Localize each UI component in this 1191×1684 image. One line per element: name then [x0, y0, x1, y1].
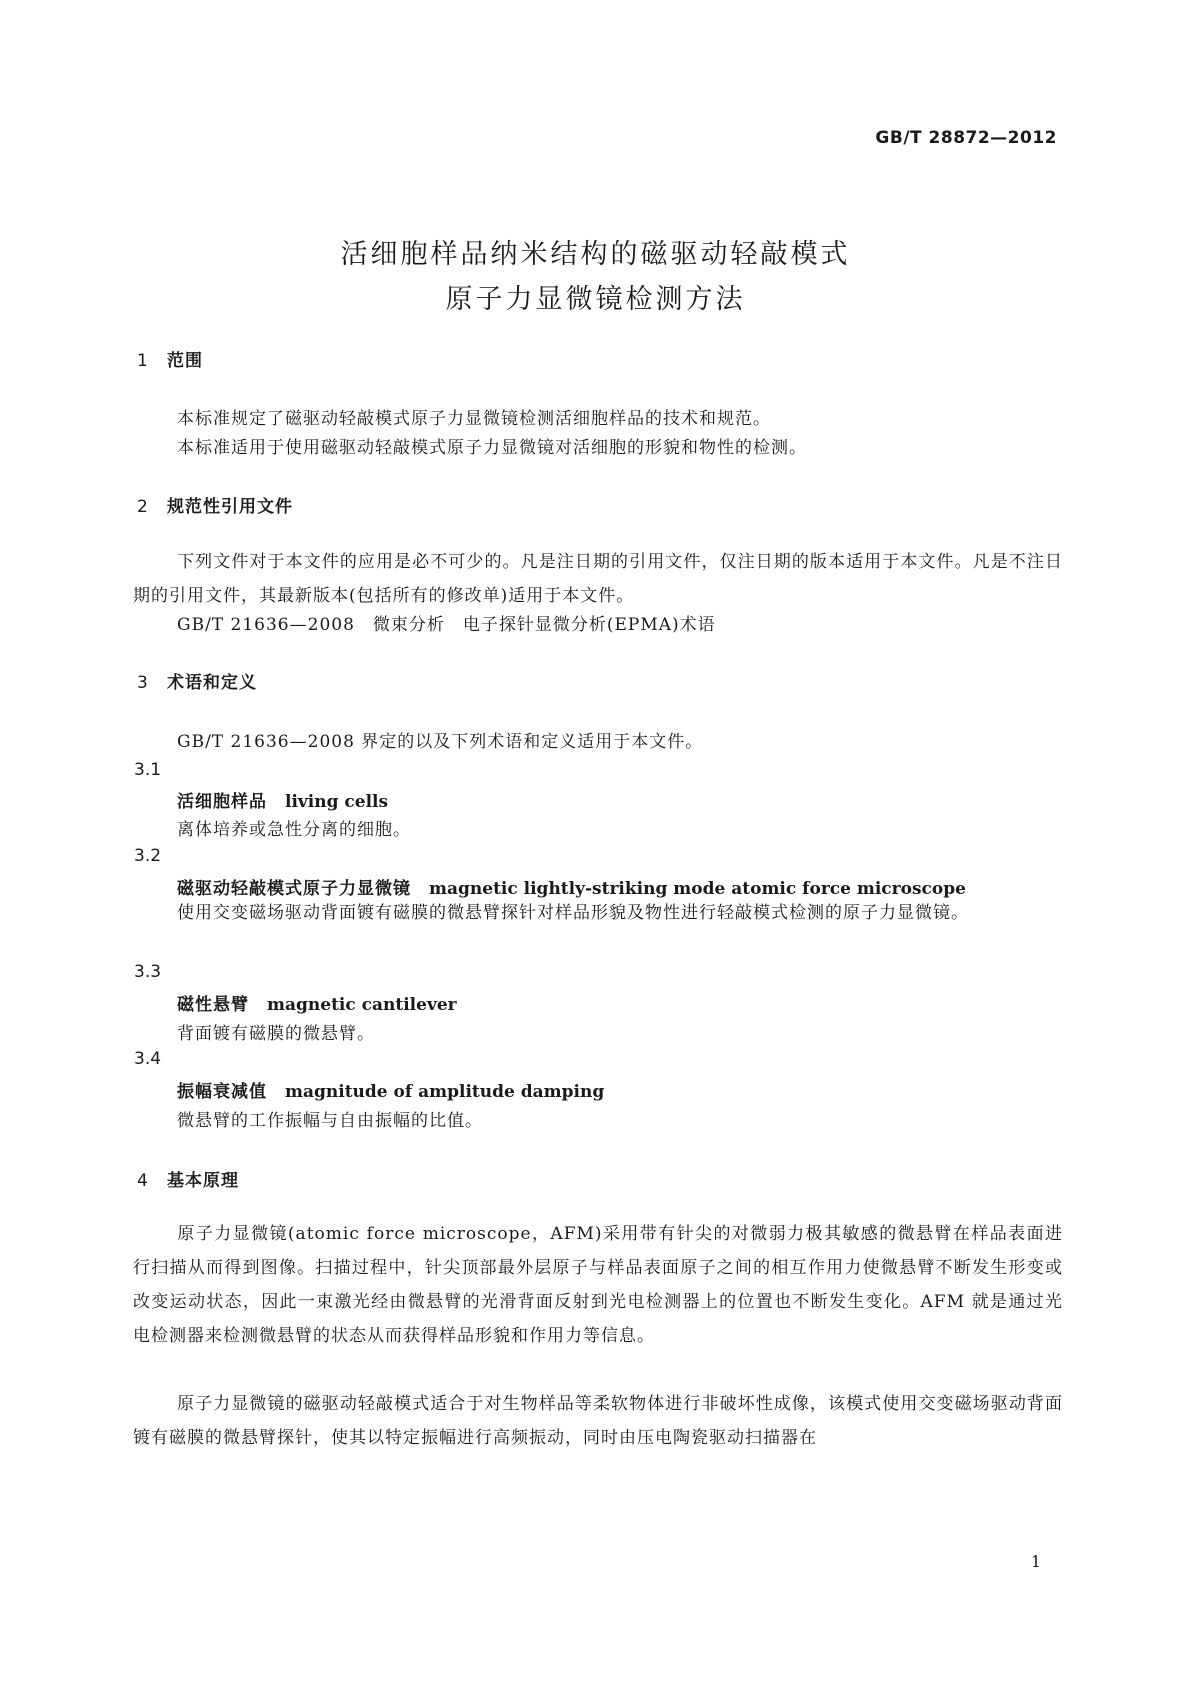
term-number: 3.2	[134, 846, 162, 866]
section-3-heading	[137, 668, 257, 693]
section-2-heading	[137, 492, 293, 517]
term-zh: 振幅衰减值	[177, 1082, 267, 1102]
section-4-paragraph-2	[133, 1387, 1063, 1455]
section-number: 2	[137, 497, 149, 517]
term-zh: 磁性悬臂	[177, 995, 249, 1015]
term-heading	[177, 787, 388, 812]
page-number: 1	[1030, 1552, 1041, 1571]
term-definition: 微悬臂的工作振幅与自由振幅的比值。	[177, 1111, 483, 1131]
section-1-paragraph-2: 本标准适用于使用磁驱动轻敲模式原子力显微镜对活细胞的形貌和物性的检测。	[177, 438, 807, 458]
section-title: 范围	[167, 351, 203, 371]
section-number: 1	[137, 351, 149, 371]
term-number: 3.3	[134, 962, 162, 982]
term-definition	[133, 896, 1063, 930]
paragraph-text: 下列文件对于本文件的应用是必不可少的。凡是注日期的引用文件，仅注日期的版本适用于本文件。凡是不注日期的引用文件，其最新版本(包括所有的修改单)适用于本文件。	[133, 552, 1063, 606]
term-en: magnetic cantilever	[267, 995, 457, 1015]
term-en: magnitude of amplitude damping	[285, 1082, 605, 1102]
section-1-heading	[137, 346, 203, 371]
section-number: 4	[137, 1171, 149, 1191]
term-zh: 活细胞样品	[177, 792, 267, 812]
section-4-paragraph-1	[133, 1217, 1063, 1353]
normative-reference: GB/T 21636—2008 微束分析 电子探针显微分析(EPMA)术语	[177, 615, 716, 635]
section-2-paragraph	[133, 545, 1063, 613]
term-number: 3.1	[134, 760, 162, 780]
paragraph-text: 原子力显微镜(atomic force microscope，AFM)采用带有针尖的对微弱力极其敏感的微悬臂在样品表面进行扫描从而得到图像。扫描过程中，针尖顶部最外层原子与样品表面原子之间的相互作用力使微悬臂不断发生形变或改变运动状态，因此一束激光经由微悬臂的光滑背面反射到光电检测器上的位置也不断发生变化。AFM 就是通过光电检测器来检测微悬臂的状态从而获得样品形貌和作用力等信息。	[133, 1224, 1063, 1346]
document-title-line1: 活细胞样品纳米结构的磁驱动轻敲模式	[340, 239, 851, 270]
term-number: 3.4	[134, 1049, 162, 1069]
term-en: living cells	[285, 792, 389, 812]
section-number: 3	[137, 673, 149, 693]
term-zh: 磁驱动轻敲模式原子力显微镜	[177, 879, 411, 899]
standard-code: GB/T 28872—2012	[875, 128, 1057, 148]
term-heading	[177, 990, 457, 1015]
document-title-line2: 原子力显微镜检测方法	[445, 284, 746, 315]
section-title: 术语和定义	[167, 673, 257, 693]
term-definition: 离体培养或急性分离的细胞。	[177, 820, 411, 840]
section-title: 基本原理	[167, 1171, 239, 1191]
section-4-heading	[137, 1166, 239, 1191]
term-en: magnetic lightly-striking mode atomic force microscope	[429, 879, 966, 899]
paragraph-text: 使用交变磁场驱动背面镀有磁膜的微悬臂探针对样品形貌及物性进行轻敲模式检测的原子力显微镜。	[177, 903, 969, 923]
section-title: 规范性引用文件	[167, 497, 293, 517]
paragraph-text: 原子力显微镜的磁驱动轻敲模式适合于对生物样品等柔软物体进行非破坏性成像，该模式使用交变磁场驱动背面镀有磁膜的微悬臂探针，使其以特定振幅进行高频振动，同时由压电陶瓷驱动扫描器在	[133, 1394, 1063, 1448]
section-1-paragraph-1: 本标准规定了磁驱动轻敲模式原子力显微镜检测活细胞样品的技术和规范。	[177, 409, 771, 429]
term-heading	[177, 1077, 604, 1102]
term-definition: 背面镀有磁膜的微悬臂。	[177, 1024, 375, 1044]
section-3-intro: GB/T 21636—2008 界定的以及下列术语和定义适用于本文件。	[177, 732, 704, 752]
